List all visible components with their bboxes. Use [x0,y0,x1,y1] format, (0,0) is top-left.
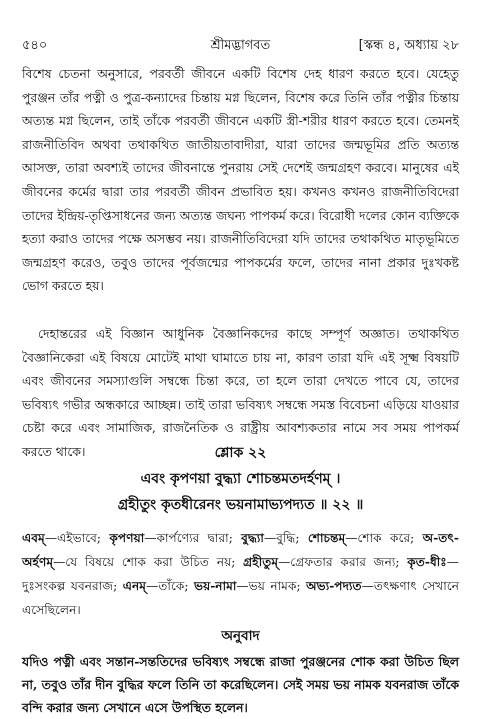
synonym-meaning: —শোক করে; [345,531,423,545]
translation-title: অনুবাদ [221,628,260,644]
page-header [22,36,459,57]
synonym-word: গ্রহীতুম্ [243,555,279,569]
translation-text: যদিও পত্নী এবং সন্তান-সন্ততিদের ভবিষ্যৎ সম্বন্ধে রাজা পুরঞ্জনের শোক করা উচিত ছিল না, তবুও তাঁর দীন বুদ্ধির ফলে তিনি তা করেছিলেন। সেই সময় ভয় নামক যবনরাজ তাঁকে বন্দি করার জন্য সেখানে এসে উপস্থিত হলেন। [22,654,459,715]
synonym-word: কৃপণয়া [109,531,145,545]
synonym-meaning: —ভয় নামক; [236,579,307,593]
synonym-meaning: —তৎক্ষণাৎ সেখানে এসেছিলেন। [22,579,460,617]
synonym-meaning: —তাঁকে; [146,579,194,593]
synonym-word: এনম্ [122,579,147,593]
purport-paragraph-2: দেহান্তরের এই বিজ্ঞান আধুনিক বৈজ্ঞানিকদের কাছে সম্পূর্ণ অজ্ঞাত। তথাকথিত বৈজ্ঞানিকেরা এই বিষয়ে মোটেই মাথা ঘামাতে চায় না, কারণ তারা যদি এই সূক্ষ্ম বিষয়টি এবং জীবনের সমস্যাগুলি সম্বন্ধে চিন্তা করে, তা হলে তারা দেখতে পাবে যে, তাদের ভবিষ্যৎ গভীর অন্ধকারে আচ্ছন্ন। তাই তারা ভবিষ্যৎ সম্বন্ধে সমস্ত বিবেচনা এড়িয়ে যাওয়ার চেষ্টা করে এবং সামাজিক, রাজনৈতিক ও রাষ্ট্রীয় আবশ্যকতার নামে সব সময় পাপকর্ম করতে থাকে। [22,326,459,459]
synonym-meaning: —গ্রেফতার করার জন্য; [278,555,408,569]
synonym-word: শোচন্তম্ [307,531,346,545]
synonym-meaning: —বুদ্ধি; [263,531,308,545]
synonym-meaning: —দুঃসংকল্প যবনরাজ; [22,555,459,593]
verse-line-1: এবং কৃপণয়া বুদ্ধ্যা শোচন্তমতদর্হণম্ । [140,471,341,487]
purport-paragraph-1: বিশেষ চেতনা অনুসারে, পরবর্তী জীবনে একটি বিশেষ দেহ ধারণ করতে হবে। যেহেতু পুরঞ্জন তাঁর পত্নী ও পুত্র-কন্যাদের চিন্তায় মগ্ন ছিলেন, বিশেষ করে তিনি তাঁর পত্নীর চিন্তায় অত্যন্ত মগ্ন ছিলেন, তাই তাঁকে পরবর্তী জীবনে একটি স্ত্রী-শরীর ধারণ করতে হবে। তেমনই রাজনীতিবিদ অথবা তথাকথিত জাতীয়তাবাদীরা, যারা তাদের জন্মভূমির প্রতি অত্যন্ত আসক্ত, তারা অবশ্যই তাদের জীবনান্তে পুনরায় সেই দেশেই জন্মগ্রহণ করবে। মানুষের এই জীবনের কর্মের দ্বারা তার পরবর্তী জীবন প্রভাবিত হয়। কখনও কখনও রাজনীতিবিদেরা তাদের ইন্দ্রিয়-তৃপ্তিসাধনের জন্য অত্যন্ত জঘন্য পাপকর্ম করে। বিরোধী দলের কোন ব্যক্তিকে হত্যা করাও তাদের পক্ষে অসম্ভব নয়। রাজনীতিবিদেরা যদি তাদের তথাকথিত মাতৃভূমিতে জন্মগ্রহণ করেও, তবুও তাদের পূর্বজন্মের পাপকর্মের ফলে, তাদের নানা প্রকার দুঃখকষ্ট ভোগ করতে হয়। [22,66,459,294]
synonym-word: এবম্ [22,531,45,545]
verse-text [0,466,481,518]
synonyms-block [22,526,459,622]
synonym-meaning: —এইভাবে; [44,531,110,545]
verse-title: শ্লোক ২২ [214,445,267,461]
book-title: শ্রীমদ্ভাগবত [210,38,271,53]
synonym-meaning: —কার্পণ্যের দ্বারা; [144,531,242,545]
synonym-word: অভ্য-পদ্যত [306,579,362,593]
synonym-word: বুদ্ধ্যা [241,531,264,545]
synonym-word: অ-তৎ-অর্হণম্ [22,531,459,569]
verse-line-2: গ্রহীতুং কৃতধীরেনং ভয়নামাভ্যপদ্যত ॥ ২২ ॥ [117,497,364,513]
chapter-reference: [স্কন্ধ ৪, অধ্যায় ২৮ [358,38,459,53]
synonym-word: ভয়-নামা [193,579,237,593]
synonym-meaning: —যে বিষয়ে শোক করা উচিত নয়; [53,555,244,569]
synonym-word: কৃত-ধীঃ [407,555,447,569]
page-number: ৫৪০ [22,38,48,53]
